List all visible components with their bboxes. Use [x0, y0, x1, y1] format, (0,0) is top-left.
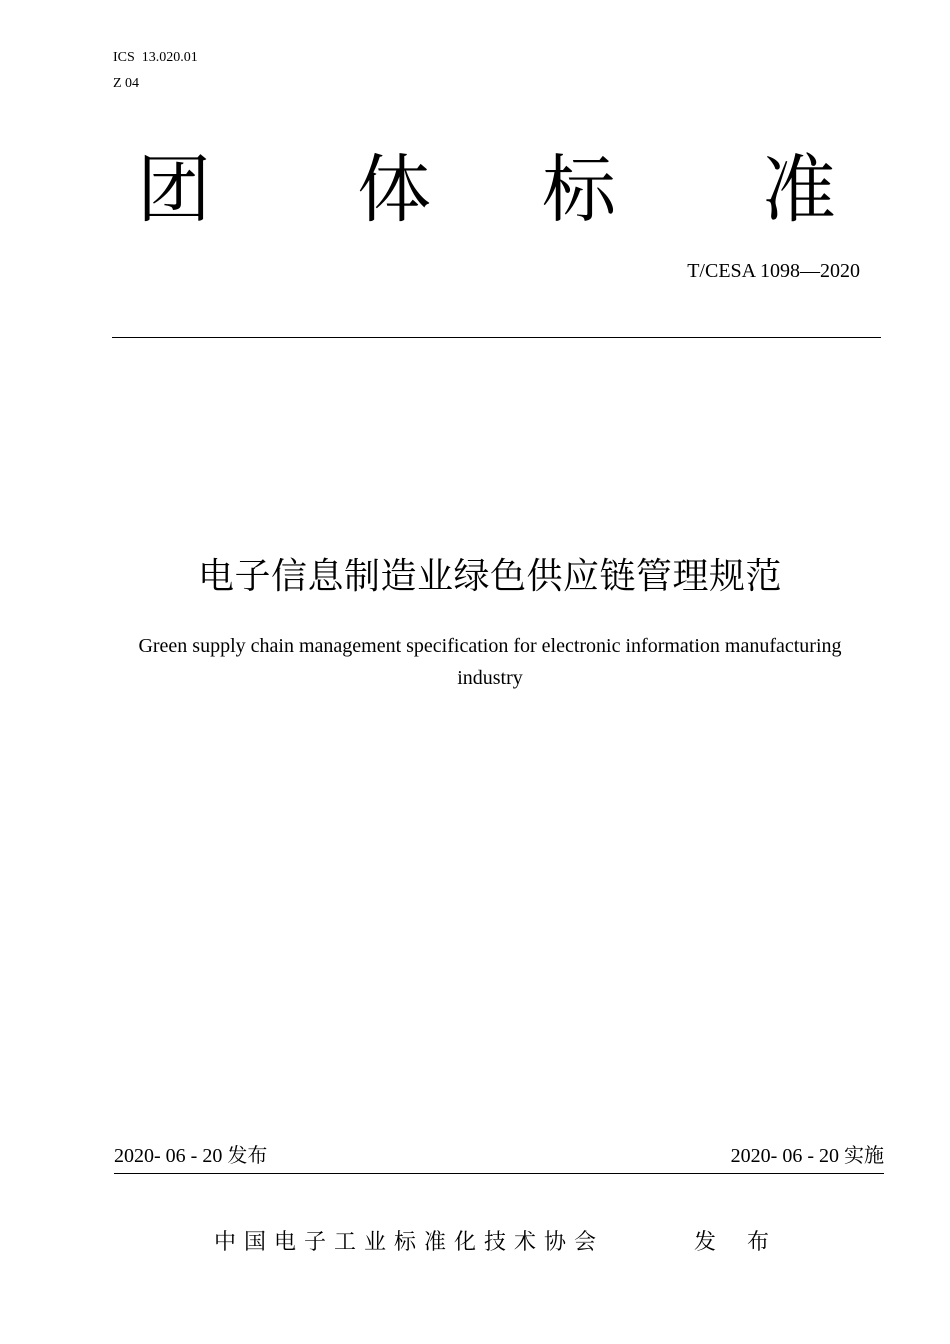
issue-label: 发 布 — [694, 1230, 781, 1255]
classification-code: Z 04 — [113, 76, 140, 91]
category-char-2: 体 — [357, 147, 431, 233]
standard-number: T/CESA 1098—2020 — [687, 260, 860, 282]
ics-code: ICS 13.020.01 — [113, 50, 198, 65]
title-english: Green supply chain management specification for electronic information manufacturing industry — [138, 635, 842, 689]
category-char-3: 标 — [542, 147, 616, 233]
category-char-1: 团 — [137, 147, 211, 233]
top-divider — [112, 337, 881, 338]
implement-date: 2020- 06 - 20 实施 — [730, 1145, 884, 1167]
publish-date: 2020- 06 - 20 发布 — [114, 1145, 268, 1167]
issuing-organization: 中国电子工业标准化技术协会 — [214, 1230, 605, 1255]
category-char-4: 准 — [762, 147, 836, 233]
bottom-divider — [114, 1173, 884, 1174]
title-chinese: 电子信息制造业绿色供应链管理规范 — [197, 556, 782, 597]
